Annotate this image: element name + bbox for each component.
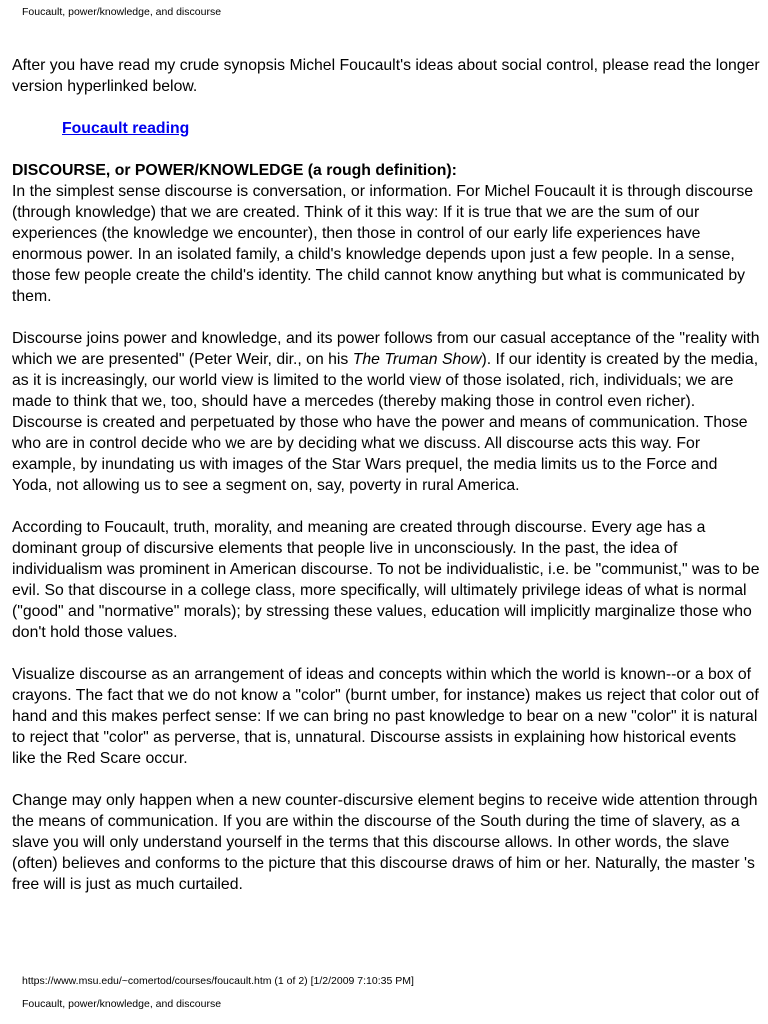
paragraph-2-text-b: ). If our identity is created by the media, as it is increasingly, our world view is limited to the world view of those isolated, rich, individuals; we are made to think that we, too, should have a mercedes (thereby making those in control even richer). Discourse is created and perpetuated by those who have the power and means of communication. Those who are in control decide who we are by deciding what we discuss. All discourse acts this way. For example, by inundating us with images of the Star Wars prequel, the media limits us to the Force and Yoda, not allowing us to see a segment on, say, poverty in rural America. <box>12 351 759 494</box>
next-page-header-title: Foucault, power/knowledge, and discourse <box>22 998 222 1010</box>
page-content <box>12 55 760 916</box>
paragraph-5: Change may only happen when a new counter-discursive element begins to receive wide attention through the means of communication. If you are within the discourse of the South during the time of slavery, as a slave you will only understand yourself in the terms that this discourse allows. In other words, the slave (often) believes and conforms to the picture that this discourse draws of him or her. Naturally, the master 's free will is just as much curtailed. <box>12 792 758 893</box>
print-footer-url: https://www.msu.edu/~comertod/courses/foucault.htm (1 of 2) [1/2/2009 7:10:35 PM] <box>22 975 414 987</box>
section-heading: DISCOURSE, or POWER/KNOWLEDGE (a rough definition): <box>12 162 457 179</box>
paragraph-2-text-a: Discourse joins power and knowledge, and its power follows from our casual acceptance of the "reality with which we are presented" (Peter Weir, dir., on his <box>12 330 760 368</box>
foucault-reading-link[interactable]: Foucault reading <box>62 120 190 137</box>
paragraph-4: Visualize discourse as an arrangement of ideas and concepts within which the world is known--or a box of crayons. The fact that we do not know a "color" (burnt umber, for instance) makes us reject that color out of hand and this makes perfect sense: If we can bring no past knowledge to bear on a new "color" it is natural to reject that "color" as perverse, that is, unnatural. Discourse assists in explaining how historical events like the Red Scare occur. <box>12 666 759 767</box>
intro-paragraph: After you have read my crude synopsis Michel Foucault's ideas about social control, please read the longer version hyperlinked below. <box>12 57 760 95</box>
paragraph-3: According to Foucault, truth, morality, and meaning are created through discourse. Every age has a dominant group of discursive elements that people live in unconsciously. In the past, the idea of individualism was prominent in American discourse. To not be individualistic, i.e. be "communist," was to be evil. So that discourse in a college class, more specifically, will ultimately privilege ideas of what is normal ("good" and "normative" morals); by stressing these values, education will implicitly marginalize those who don't hold those values. <box>12 519 760 641</box>
print-header-title: Foucault, power/knowledge, and discourse <box>22 6 222 18</box>
link-line <box>62 118 760 139</box>
paragraph-1-text: In the simplest sense discourse is conversation, or information. For Michel Foucault it is through discourse (through knowledge) that we are created. Think of it this way: If it is true that we are the sum of our experiences (the knowledge we encounter), then those in control of our early life experiences have enormous power. In an isolated family, a child's knowledge depends upon just a few people. In a sense, those few people create the child's identity. The child cannot know anything but what is communicated by them. <box>12 183 754 305</box>
truman-show-title: The Truman Show <box>352 351 482 368</box>
definition-paragraph <box>12 160 760 307</box>
paragraph-2 <box>12 328 760 496</box>
